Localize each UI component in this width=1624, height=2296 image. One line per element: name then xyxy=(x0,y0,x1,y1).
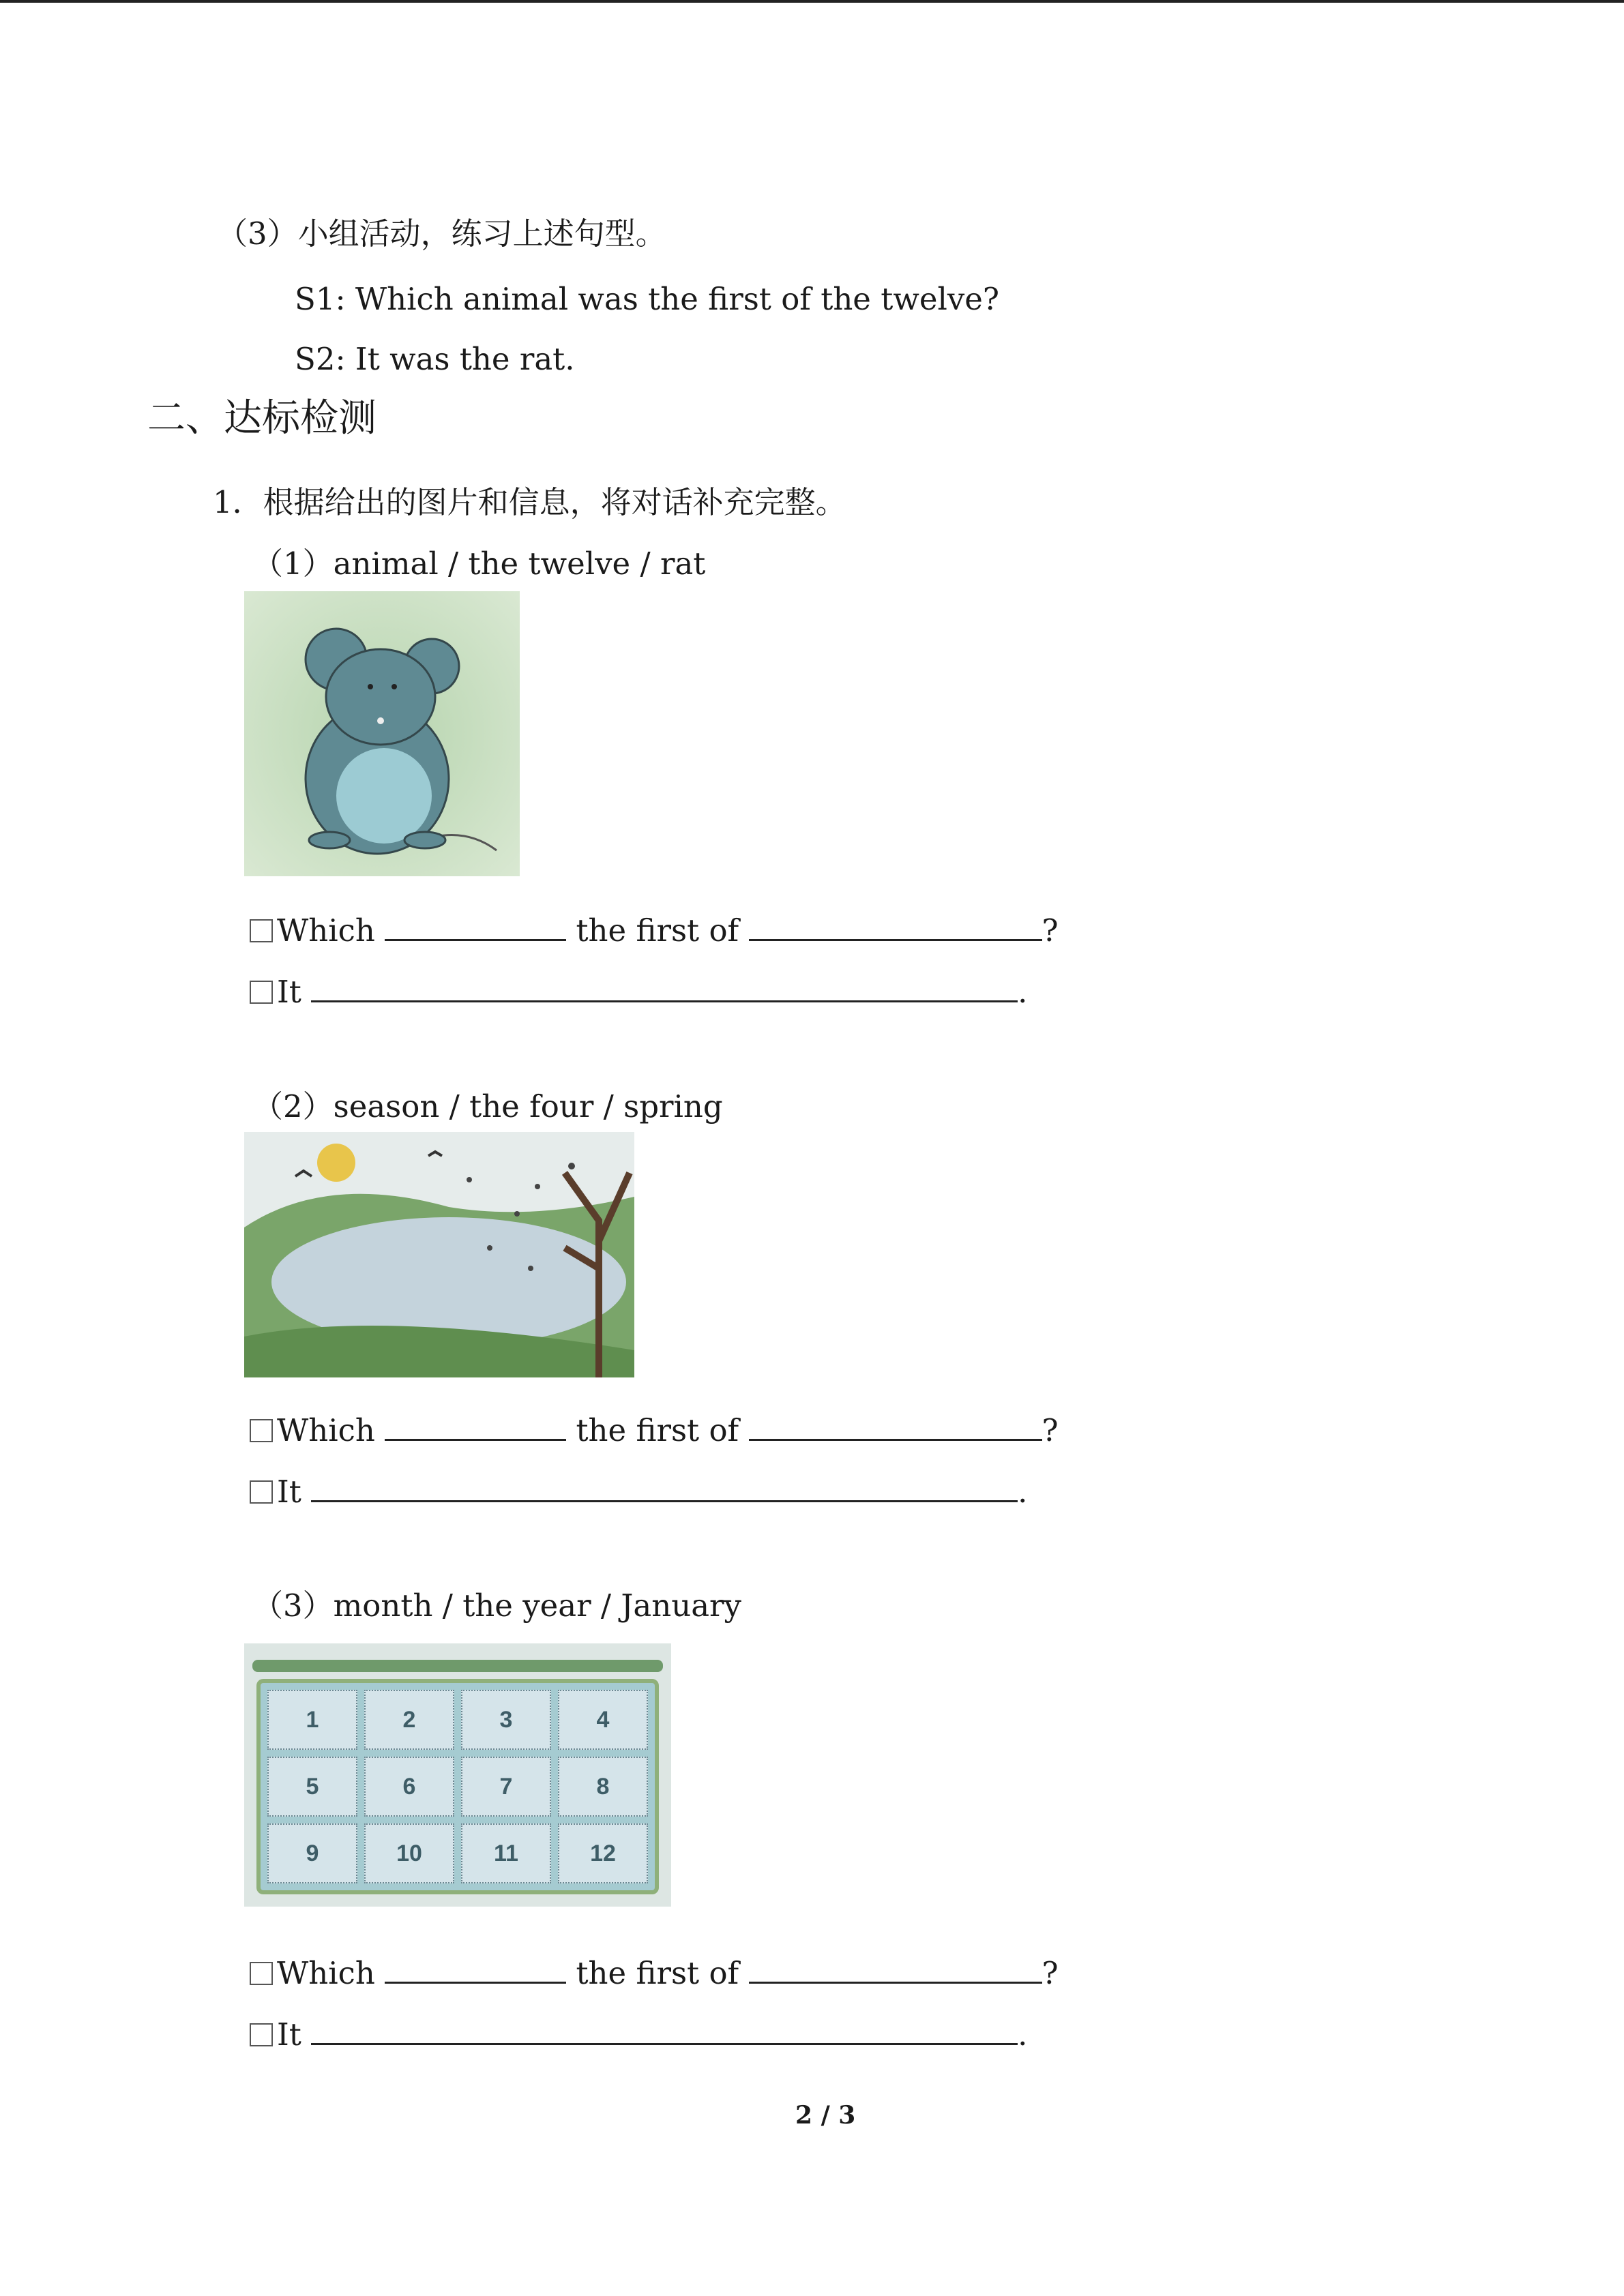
blank-2a[interactable] xyxy=(385,1412,566,1441)
blank-2c[interactable] xyxy=(311,1473,1018,1502)
blank-3a[interactable] xyxy=(385,1954,566,1984)
blank-1c[interactable] xyxy=(311,973,1018,1002)
page-number: 2 / 3 xyxy=(795,2101,856,2130)
dialogue-line-s1: S1: Which animal was the first of the twelve? xyxy=(295,281,1000,317)
speaker-marker-icon xyxy=(250,981,273,1004)
calendar-month: 12 xyxy=(558,1823,648,1883)
calendar-month: 2 xyxy=(364,1690,454,1750)
item-prompt-3: （3）month / the year / January xyxy=(252,1587,741,1624)
calendar-month: 4 xyxy=(558,1690,648,1750)
calendar-month: 1 xyxy=(267,1690,357,1750)
top-border xyxy=(0,0,1624,3)
item-prompt-1: （1）animal / the twelve / rat xyxy=(252,546,706,582)
calendar-month: 9 xyxy=(267,1823,357,1883)
blank-2b[interactable] xyxy=(749,1412,1042,1441)
calendar-month: 7 xyxy=(461,1757,551,1817)
calendar-month: 6 xyxy=(364,1757,454,1817)
question-line-3: Which the first of ? xyxy=(250,1954,1059,1988)
activity-instruction: （3）小组活动，练习上述句型。 xyxy=(217,215,666,252)
section-heading: 二、达标检测 xyxy=(147,396,377,441)
blank-3b[interactable] xyxy=(749,1954,1042,1984)
speaker-marker-icon xyxy=(250,1480,273,1504)
question-line-1: Which the first of ? xyxy=(250,912,1059,946)
speaker-marker-icon xyxy=(250,1962,273,1985)
item-prompt-2: （2）season / the four / spring xyxy=(252,1088,723,1124)
task-instruction: 1．根据给出的图片和信息，将对话补充完整。 xyxy=(213,484,846,520)
calendar-grid xyxy=(256,1679,659,1894)
calendar-month: 11 xyxy=(461,1823,551,1883)
answer-line-3: It . xyxy=(250,2016,1027,2050)
spring-landscape-image xyxy=(244,1132,634,1377)
calendar-month: 3 xyxy=(461,1690,551,1750)
answer-line-2: It . xyxy=(250,1473,1027,1507)
speaker-marker-icon xyxy=(250,919,273,942)
dialogue-line-s2: S2: It was the rat. xyxy=(295,341,575,377)
question-line-2: Which the first of ? xyxy=(250,1412,1059,1446)
speaker-marker-icon xyxy=(250,2023,273,2046)
blank-1b[interactable] xyxy=(749,912,1042,941)
blank-3c[interactable] xyxy=(311,2016,1018,2045)
rat-image xyxy=(244,591,520,876)
blank-1a[interactable] xyxy=(385,912,566,941)
speaker-marker-icon xyxy=(250,1419,273,1442)
calendar-month: 8 xyxy=(558,1757,648,1817)
calendar-image xyxy=(244,1643,671,1907)
calendar-month: 5 xyxy=(267,1757,357,1817)
calendar-month: 10 xyxy=(364,1823,454,1883)
answer-line-1: It . xyxy=(250,973,1027,1007)
